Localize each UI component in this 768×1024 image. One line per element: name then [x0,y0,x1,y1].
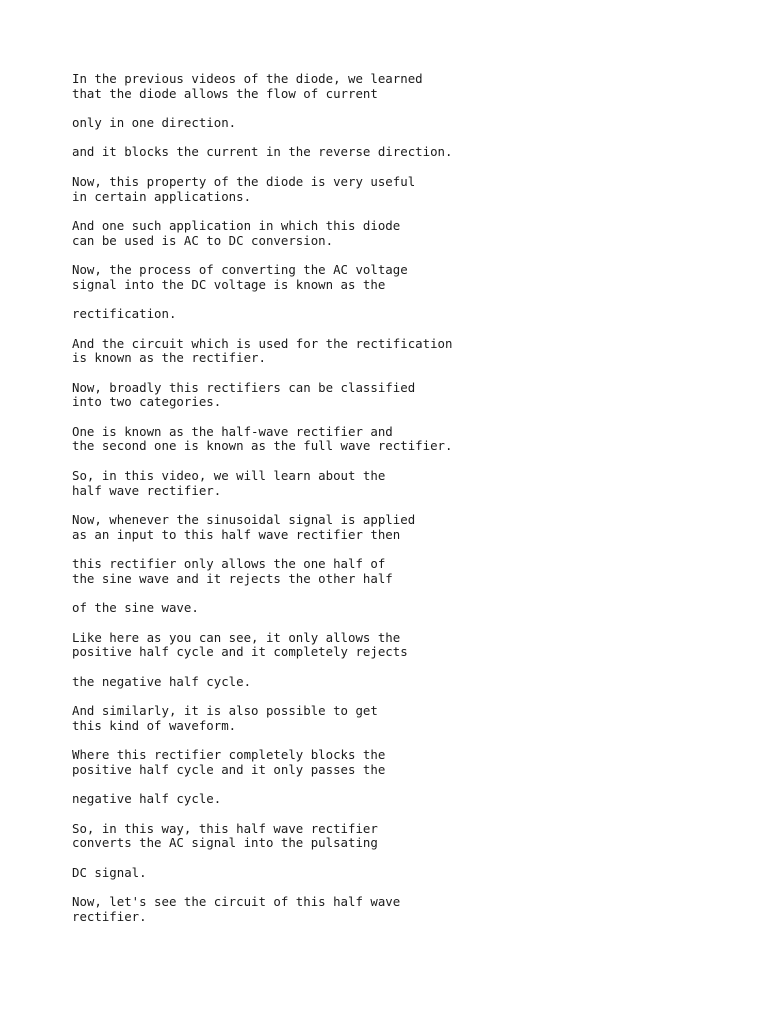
transcript-line: the sine wave and it rejects the other half [72,570,393,586]
transcript-line: converts the AC signal into the pulsating [72,835,378,851]
transcript-line: the negative half cycle. [72,673,252,689]
transcript-line: positive half cycle and it completely rejects [72,644,408,660]
transcript-line: signal into the DC voltage is known as the [72,276,386,292]
transcript-paragraph [72,704,712,733]
transcript-line: as an input to this half wave rectifier then [72,526,401,542]
transcript-line: Where this rectifier completely blocks the [72,747,386,763]
transcript-paragraph [72,145,712,160]
transcript-line: Now, let's see the circuit of this half wave [72,894,401,910]
transcript-body [72,72,712,939]
transcript-paragraph [72,175,712,204]
transcript-line: in certain applications. [72,188,252,204]
transcript-line: Now, broadly this rectifiers can be classified [72,379,416,395]
transcript-paragraph [72,307,712,322]
transcript-paragraph [72,631,712,660]
transcript-line: of the sine wave. [72,600,199,616]
transcript-line: Now, whenever the sinusoidal signal is applied [72,511,416,527]
transcript-line: So, in this video, we will learn about the [72,467,386,483]
transcript-line: In the previous videos of the diode, we learned [72,71,423,86]
transcript-line: and it blocks the current in the reverse direction. [72,144,453,160]
transcript-line: half wave rectifier. [72,482,222,498]
transcript-line: Now, the process of converting the AC voltage [72,262,408,278]
transcript-paragraph [72,381,712,410]
transcript-paragraph [72,895,712,924]
transcript-paragraph [72,72,712,101]
transcript-line: only in one direction. [72,115,237,131]
transcript-line: So, in this way, this half wave rectifier [72,820,378,836]
transcript-line: that the diode allows the flow of current [72,85,378,101]
transcript-line: can be used is AC to DC conversion. [72,232,334,248]
transcript-line: the second one is known as the full wave rectifier. [72,438,453,454]
transcript-line: this rectifier only allows the one half of [72,556,386,572]
transcript-line: rectification. [72,306,177,322]
transcript-line: is known as the rectifier. [72,350,266,366]
transcript-paragraph [72,822,712,851]
transcript-paragraph [72,337,712,366]
transcript-line: One is known as the half-wave rectifier and [72,423,393,439]
transcript-line: negative half cycle. [72,791,222,807]
transcript-paragraph [72,219,712,248]
transcript-line: into two categories. [72,394,222,410]
transcript-paragraph [72,675,712,690]
transcript-line: this kind of waveform. [72,717,237,733]
transcript-paragraph [72,263,712,292]
transcript-paragraph [72,513,712,542]
transcript-paragraph [72,116,712,131]
transcript-paragraph [72,866,712,881]
transcript-paragraph [72,748,712,777]
transcript-line: Now, this property of the diode is very useful [72,173,416,189]
transcript-line: And similarly, it is also possible to get [72,702,378,718]
transcript-line: rectifier. [72,908,147,924]
transcript-line: DC signal. [72,864,147,880]
transcript-paragraph [72,601,712,616]
transcript-paragraph [72,425,712,454]
transcript-line: And the circuit which is used for the rectification [72,335,453,351]
transcript-line: And one such application in which this diode [72,217,401,233]
transcript-line: Like here as you can see, it only allows the [72,629,401,645]
transcript-paragraph [72,792,712,807]
transcript-paragraph [72,557,712,586]
transcript-line: positive half cycle and it only passes the [72,761,386,777]
transcript-paragraph [72,469,712,498]
